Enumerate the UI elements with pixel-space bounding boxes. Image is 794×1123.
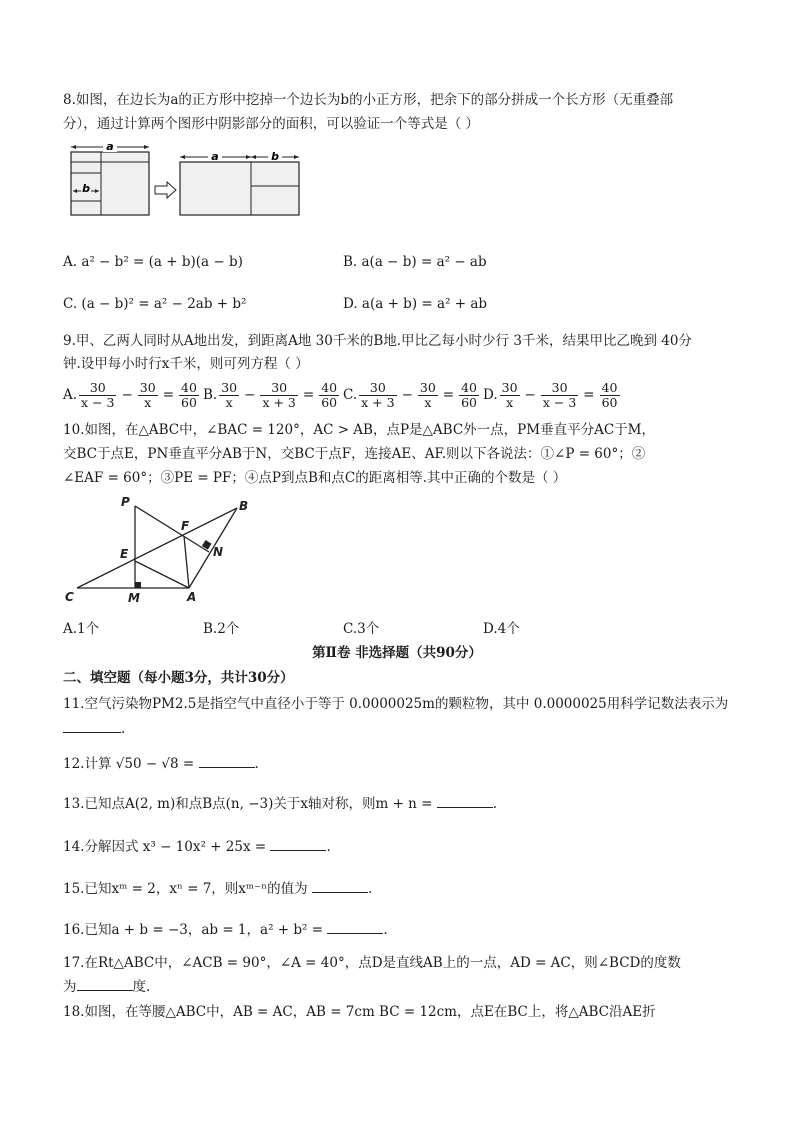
q12-line: 12.计算 √50 − √8 = . [63, 753, 259, 774]
q8-label-a: a [106, 140, 114, 153]
q10-line3: ∠EAF = 60°；③PE = PF；④点P到点B和点C的距离相等.其中正确的个数是（ ） [63, 470, 567, 486]
q17-line1: 17.在Rt△ABC中，∠ACB = 90°，∠A = 40°，点D是直线AB上的一点，AD = AC，则∠BCD的度数 [63, 955, 681, 971]
q14-line: 14.分解因式 x³ − 10x² + 25x = . [63, 836, 331, 857]
q11-answer-blank: . [63, 718, 125, 739]
q8-label-a2: a [211, 150, 219, 163]
q17-line2: 为 度. [63, 976, 150, 997]
q8-option-d: D. a(a + b) = a² + ab [343, 296, 488, 312]
q8-option-a: A. a² − b² = (a + b)(a − b) [63, 254, 243, 270]
q8-figure [63, 138, 303, 220]
q8-line2: 分），通过计算两个图形中阴影部分的面积，可以验证一个等式是（ ） [63, 116, 480, 132]
q10-label-a: A [187, 590, 197, 604]
q10-figure [63, 494, 263, 608]
q10-label-p: P [121, 495, 130, 509]
q9-line2: 钟.设甲每小时行x千米，则可列方程（ ） [63, 356, 309, 372]
q13-line: 13.已知点A(2, m)和点B点(n, −3)关于x轴对称，则m + n = . [63, 793, 497, 814]
q14: 14.分解因式 x³ − 10x² + 25x = [63, 839, 267, 855]
section2-title: 第Ⅱ卷 非选择题（共90分） [312, 645, 482, 661]
q9-line1: 9.甲、乙两人同时从A地出发，到距离A地 30千米的B地.甲比乙每小时少行 3千米，结果甲比乙晚到 40分 [63, 333, 692, 349]
q8-option-c: C. (a − b)² = a² − 2ab + b² [63, 296, 247, 312]
q10-option-d: D.4个 [483, 621, 520, 637]
q8-option-b: B. a(a − b) = a² − ab [343, 254, 487, 270]
q10-label-f: F [181, 519, 190, 533]
q13: 13.已知点A(2, m)和点B点(n, −3)关于x轴对称，则m + n = [63, 796, 433, 812]
q15-line: 15.已知xᵐ = 2，xⁿ = 7，则xᵐ⁻ⁿ的值为 . [63, 878, 372, 899]
q9-option-d: D. $\frac{30}{x}$ − $\frac{30}{x - 3}$ = $\frac{40}{60}$ [483, 379, 618, 410]
q8-label-b: b [82, 182, 90, 195]
q10-line2: 交BC于点E，PN垂直平分AB于N，交BC于点F，连接AE、AF.则以下各说法：①∠P = 60°；② [63, 446, 646, 462]
q10-line1: 10.如图，在△ABC中，∠BAC = 120°，AC > AB，点P是△ABC外一点，PM垂直平分AC于M， [63, 422, 655, 438]
q9-option-c: C. $\frac{30}{x + 3}$ − $\frac{30}{x}$ = $\frac{40}{60}$ [343, 379, 478, 410]
q8-label-b2: b [271, 150, 279, 163]
q8-rectangle [180, 162, 299, 215]
q8-line1: 8.如图，在边长为a的正方形中挖掉一个边长为b的小正方形，把余下的部分拼成一个长方形（无重叠部 [63, 92, 674, 108]
q10-right-angle-m [135, 582, 141, 588]
q11: 11.空气污染物PM2.5是指空气中直径小于等于 0.0000025m的颗粒物，其中 0.0000025用科学记数法表示为 [63, 696, 729, 712]
q10-label-b: B [239, 499, 249, 513]
q16: 16.已知a + b = −3，ab = 1，a² + b² = [63, 922, 324, 938]
q9-option-b: B. $\frac{30}{x}$ − $\frac{30}{x + 3}$ = $\frac{40}{60}$ [203, 379, 338, 410]
q9-option-a: A. $\frac{30}{x - 3}$ − $\frac{30}{x}$ = $\frac{40}{60}$ [63, 379, 197, 410]
q10-option-c: C.3个 [343, 621, 380, 637]
q16-line: 16.已知a + b = −3，ab = 1，a² + b² = . [63, 919, 388, 940]
part2-heading: 二、填空题（每小题3分，共计30分） [63, 670, 294, 686]
q8-arrow-icon [155, 182, 176, 198]
q10-label-n: N [213, 545, 224, 559]
q10-label-e: E [120, 547, 129, 561]
q15: 15.已知xᵐ = 2，xⁿ = 7，则xᵐ⁻ⁿ的值为 [63, 881, 308, 897]
q18-line1: 18.如图，在等腰△ABC中，AB = AC，AB = 7cm BC = 12cm，点E在BC上，将△ABC沿AE折 [63, 1004, 656, 1020]
q10-option-b: B.2个 [203, 621, 240, 637]
q10-label-c: C [65, 590, 74, 604]
q10-label-m: M [128, 591, 140, 605]
q10-option-a: A.1个 [63, 621, 100, 637]
q12: 12.计算 √50 − √8 = [63, 756, 195, 772]
